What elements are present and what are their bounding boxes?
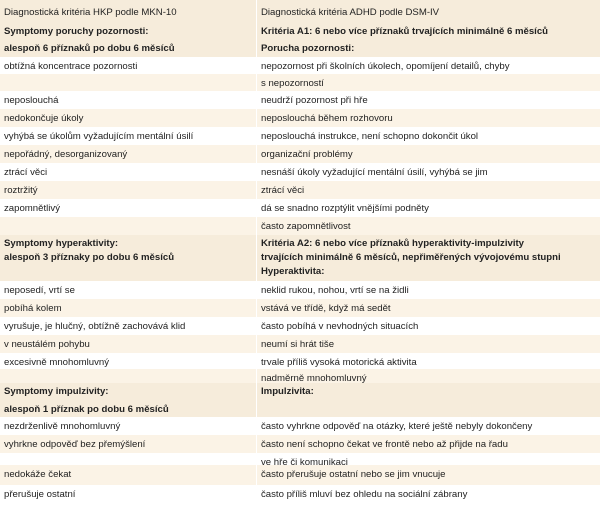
criterion-right: často pobíhá v nevhodných situacích	[261, 321, 419, 332]
criterion-right: nepozornost při školních úkolech, opomíjení detailů, chyby	[261, 61, 510, 72]
section-heading-right: Kritéria A1: 6 nebo více příznaků trvajících minimálně 6 měsíců	[261, 26, 549, 37]
criterion-right: neposlouchá během rozhovoru	[261, 113, 393, 124]
criterion-right: neposlouchá instrukce, není schopno dokončit úkol	[261, 131, 479, 142]
column-header-left: Diagnostická kritéria HKP podle MKN-10	[4, 7, 177, 18]
section-heading-right: Impulzivita:	[261, 386, 314, 397]
criterion-left: vyhýbá se úkolům vyžadujícím mentální úsilí	[4, 131, 194, 142]
criterion-left: vyhrkne odpověď bez přemýšlení	[4, 439, 146, 450]
criterion-right: neklid rukou, nohou, vrtí se na židli	[261, 285, 409, 296]
criterion-left: ztrácí věci	[4, 167, 48, 178]
criterion-left: roztržitý	[4, 185, 38, 196]
criterion-right: nesnáší úkoly vyžadující mentální úsilí, vyhýbá se jim	[261, 167, 488, 178]
criterion-right: často vyhrkne odpověď na otázky, které ještě nebyly dokončeny	[261, 421, 533, 432]
criterion-left: nezdrženlivě mnohomluvný	[4, 421, 121, 432]
criterion-right: často přerušuje ostatní nebo se jim vnucuje	[261, 469, 446, 480]
section-heading-left: Symptomy hyperaktivity:	[4, 238, 119, 249]
criterion-right: často není schopno čekat ve frontě nebo až přijde na řadu	[261, 439, 508, 450]
section-heading-left: Symptomy poruchy pozornosti:	[4, 26, 149, 37]
criterion-left: obtížná koncentrace pozornosti	[4, 61, 138, 72]
criterion-right: neudrží pozornost při hře	[261, 95, 368, 106]
criterion-right: trvale příliš vysoká motorická aktivita	[261, 357, 417, 368]
criterion-left: přerušuje ostatní	[4, 489, 76, 500]
criterion-right: vstává ve třídě, když má sedět	[261, 303, 391, 314]
criterion-right: ztrácí věci	[261, 185, 305, 196]
criterion-right: s nepozorností	[261, 78, 324, 89]
section-heading-left: alespoň 6 příznaků po dobu 6 měsíců	[4, 43, 175, 54]
criterion-right: ve hře či komunikaci	[261, 457, 348, 468]
section-heading-right: Porucha pozornosti:	[261, 43, 355, 54]
criterion-left: nedokončuje úkoly	[4, 113, 84, 124]
criterion-left: v neustálém pohybu	[4, 339, 90, 350]
criterion-left: neposlouchá	[4, 95, 59, 106]
section-heading-right: trvajících minimálně 6 měsíců, nepřiměřených vývojovému stupni	[261, 252, 561, 263]
section-heading-left: Symptomy impulzivity:	[4, 386, 109, 397]
criterion-right: často zapomnětlivost	[261, 221, 351, 232]
criterion-right: neumí si hrát tiše	[261, 339, 335, 350]
criterion-left: zapomnětlivý	[4, 203, 60, 214]
criterion-right: často příliš mluví bez ohledu na sociální zábrany	[261, 489, 468, 500]
criterion-left: pobíhá kolem	[4, 303, 62, 314]
criterion-right: dá se snadno rozptýlit vnějšími podněty	[261, 203, 429, 214]
criterion-left: neposedí, vrtí se	[4, 285, 75, 296]
section-heading-left: alespoň 1 příznak po dobu 6 měsíců	[4, 404, 169, 415]
section-heading-right: Kritéria A2: 6 nebo více příznaků hyperaktivity-impulzivity	[261, 238, 525, 249]
column-divider	[256, 0, 257, 495]
column-header-right: Diagnostická kritéria ADHD podle DSM-IV	[261, 7, 440, 18]
criterion-left: excesivně mnohomluvný	[4, 357, 110, 368]
section-heading-right: Hyperaktivita:	[261, 266, 325, 277]
criterion-left: nepořádný, desorganizovaný	[4, 149, 128, 160]
criterion-left: vyrušuje, je hlučný, obtížně zachovává klid	[4, 321, 186, 332]
criterion-left: nedokáže čekat	[4, 469, 72, 480]
criterion-right: organizační problémy	[261, 149, 353, 160]
section-heading-left: alespoň 3 příznaky po dobu 6 měsíců	[4, 252, 175, 263]
criterion-right: nadměrně mnohomluvný	[261, 373, 367, 384]
